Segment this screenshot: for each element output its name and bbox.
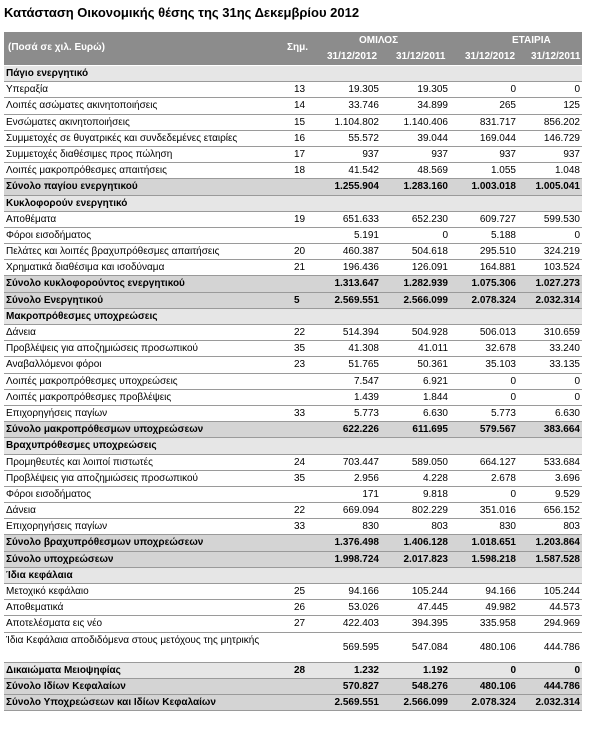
row-value-2: 2.566.099 [403, 696, 448, 708]
row-value-4: 103.524 [543, 262, 580, 274]
company-header: ΕΤΑΙΡΙΑ [512, 35, 551, 46]
row-value-1: 2.569.551 [334, 696, 379, 708]
unit-label: (Ποσά σε χιλ. Ευρώ) [8, 42, 105, 53]
row-value-3: 351.016 [479, 505, 516, 517]
row-value-1: 514.394 [342, 327, 379, 338]
row-value-2: 1.844 [422, 391, 448, 403]
row-label: Σύνολο Υποχρεώσεων και Ιδίων Κεφαλαίων [6, 696, 216, 708]
row-label: Σύνολο υποχρεώσεων [6, 553, 114, 565]
row-value-1: 1.439 [353, 391, 379, 403]
row-label: Χρηματικά διαθέσιμα και ισοδύναμα [6, 262, 165, 274]
row-value-2: 34.899 [417, 100, 448, 112]
table-row [4, 471, 582, 487]
row-value-1: 94.166 [348, 586, 379, 597]
row-value-1: 1.313.647 [334, 278, 379, 290]
row-value-2: 50.361 [417, 359, 448, 371]
table-row [4, 341, 582, 357]
row-value-4: 937 [563, 148, 580, 160]
table-row [4, 552, 582, 568]
row-value-2: 126.091 [411, 262, 448, 274]
row-value-4: 294.969 [543, 618, 580, 630]
table-row [4, 679, 582, 695]
date-header-4: 31/12/2011 [531, 51, 581, 62]
row-label: Σύνολο Ενεργητικού [6, 294, 104, 306]
table-row [4, 633, 582, 663]
table-row [4, 163, 582, 179]
row-value-1: 703.447 [342, 456, 379, 468]
table-row [4, 374, 582, 390]
row-note: 17 [294, 148, 306, 160]
row-label: Δικαιώματα Μειοψηφίας [6, 664, 121, 676]
row-value-4: 105.244 [543, 586, 580, 597]
row-note: 33 [294, 521, 306, 533]
table-row [4, 179, 582, 195]
row-label: Αποθεματικά [6, 602, 64, 614]
row-note: 35 [294, 472, 306, 484]
row-label: Λοιπές μακροπρόθεσμες υποχρεώσεις [6, 375, 178, 387]
row-label: Πάγιο ενεργητικό [6, 68, 89, 79]
table-row [4, 276, 582, 292]
table-row [4, 695, 582, 711]
table-row [4, 616, 582, 632]
row-label: Ίδια Κεφάλαια αποδιδόμενα στους μετόχους της μητρικής [6, 634, 260, 646]
row-value-1: 669.094 [342, 505, 379, 517]
table-row [4, 293, 582, 309]
row-value-2: 937 [431, 148, 448, 160]
table-row [4, 66, 582, 82]
row-value-1: 1.104.802 [334, 116, 379, 128]
row-value-1: 1.232 [353, 664, 379, 676]
row-value-1: 33.746 [348, 100, 379, 112]
row-note: 25 [294, 586, 306, 597]
row-note: 28 [294, 664, 306, 676]
table-row [4, 260, 582, 276]
row-value-4: 0 [574, 375, 580, 387]
row-label: Φόροι εισοδήματος [6, 229, 92, 241]
row-value-1: 41.542 [348, 165, 379, 177]
row-value-4: 383.664 [543, 424, 580, 436]
row-value-1: 937 [362, 148, 379, 160]
row-value-3: 480.106 [479, 641, 516, 653]
row-label: Επιχορηγήσεις παγίων [6, 521, 108, 533]
table-row [4, 390, 582, 406]
row-value-2: 652.230 [411, 213, 448, 225]
date-header-1: 31/12/2012 [327, 51, 378, 62]
row-value-2: 504.928 [411, 327, 448, 338]
row-value-2: 611.695 [412, 424, 448, 436]
row-value-1: 570.827 [342, 680, 379, 692]
row-value-1: 171 [362, 488, 379, 500]
row-value-3: 609.727 [479, 213, 516, 225]
row-note: 5 [294, 294, 300, 306]
row-value-1: 196.436 [342, 262, 379, 274]
row-value-4: 444.786 [543, 641, 580, 653]
row-label: Συμμετοχές σε θυγατρικές και συνδεδεμένες εταιρίες [6, 132, 238, 144]
row-label: Μετοχικό κεφάλαιο [6, 586, 89, 597]
row-value-3: 937 [499, 148, 516, 160]
row-value-3: 2.078.324 [471, 696, 516, 708]
row-note: 19 [294, 213, 306, 225]
row-value-4: 656.152 [543, 505, 580, 517]
row-label: Φόροι εισοδήματος [6, 488, 92, 500]
table-row [4, 228, 582, 244]
row-label: Προμηθευτές και λοιποί πιστωτές [6, 456, 153, 468]
row-value-3: 5.188 [490, 229, 516, 241]
group-header: ΟΜΙΛΟΣ [359, 35, 399, 46]
row-value-1: 830 [362, 521, 379, 533]
row-value-3: 2.078.324 [471, 294, 516, 306]
row-note: 27 [294, 618, 306, 630]
row-label: Προβλέψεις για αποζημιώσεις προσωπικού [6, 343, 199, 355]
table-row [4, 568, 582, 584]
table-row [4, 584, 582, 600]
table-row [4, 147, 582, 163]
row-label: Λοιπές ασώματες ακινητοποιήσεις [6, 100, 158, 112]
row-label: Συμμετοχές διαθέσιμες προς πώληση [6, 148, 173, 160]
row-note: 14 [294, 100, 306, 112]
row-value-1: 622.226 [342, 424, 379, 436]
row-value-3: 480.106 [479, 680, 516, 692]
row-label: Αναβαλλόμενοι φόροι [6, 359, 102, 371]
row-value-2: 803 [431, 521, 448, 533]
row-value-2: 1.192 [422, 664, 448, 676]
row-value-2: 504.618 [411, 246, 448, 258]
row-value-3: 32.678 [485, 343, 516, 355]
row-note: 21 [294, 262, 306, 274]
row-value-4: 33.240 [549, 343, 580, 355]
row-value-2: 589.050 [411, 456, 448, 468]
table-row [4, 325, 582, 341]
row-value-1: 41.308 [348, 343, 379, 355]
row-value-4: 0 [574, 229, 580, 241]
page-title: Κατάσταση Οικονομικής θέσης της 31ης Δεκεμβρίου 2012 [4, 5, 360, 20]
row-value-2: 6.630 [422, 407, 448, 419]
row-value-3: 295.510 [479, 246, 516, 258]
row-value-4: 1.005.041 [535, 181, 580, 193]
row-label: Δάνεια [6, 505, 36, 517]
row-value-3: 335.958 [479, 618, 516, 630]
row-note: 22 [294, 505, 306, 517]
table-row [4, 422, 582, 438]
row-value-2: 1.282.939 [403, 278, 448, 290]
row-note: 13 [294, 84, 306, 96]
row-label: Σύνολο παγίου ενεργητικού [6, 181, 138, 193]
row-value-3: 1.075.306 [471, 278, 516, 290]
row-note: 24 [294, 456, 306, 468]
row-label: Κυκλοφορούν ενεργητικό [6, 197, 128, 209]
row-value-3: 830 [499, 521, 516, 533]
table-row [4, 503, 582, 519]
row-label: Βραχυπρόθεσμες υποχρεώσεις [6, 440, 157, 452]
row-label: Προβλέψεις για αποζημιώσεις προσωπικού [6, 472, 199, 484]
row-value-2: 2.017.823 [403, 553, 448, 565]
balance-sheet-table [4, 66, 582, 711]
table-row [4, 244, 582, 260]
row-value-3: 1.003.018 [471, 181, 516, 193]
row-label: Σύνολο βραχυπρόθεσμων υποχρεώσεων [6, 537, 204, 549]
table-row [4, 519, 582, 535]
row-value-2: 9.818 [422, 488, 448, 500]
row-value-3: 35.103 [485, 359, 516, 371]
table-row [4, 212, 582, 228]
row-value-4: 2.032.314 [535, 294, 580, 306]
row-value-2: 39.044 [417, 132, 448, 144]
date-header-2: 31/12/2011 [396, 51, 446, 62]
row-value-2: 547.084 [411, 641, 448, 653]
row-note: 22 [294, 327, 306, 338]
row-value-2: 41.011 [418, 343, 448, 355]
row-label: Μακροπρόθεσμες υποχρεώσεις [6, 310, 158, 322]
row-value-4: 1.048 [554, 165, 580, 177]
row-value-3: 0 [510, 375, 516, 387]
row-label: Ενσώματες ακινητοποιήσεις [6, 116, 130, 128]
row-value-4: 2.032.314 [535, 696, 580, 708]
row-value-1: 53.026 [348, 602, 379, 614]
row-value-1: 651.633 [342, 213, 379, 225]
table-header [4, 32, 582, 65]
row-value-2: 0 [442, 229, 448, 241]
row-value-2: 19.305 [417, 84, 448, 96]
row-value-2: 802.229 [411, 505, 448, 517]
row-value-4: 6.630 [554, 407, 580, 419]
row-label: Δάνεια [6, 327, 36, 338]
row-label: Λοιπές μακροπρόθεσμες απαιτήσεις [6, 165, 167, 177]
row-value-3: 664.127 [479, 456, 516, 468]
row-value-4: 0 [574, 84, 580, 96]
row-value-2: 548.276 [411, 680, 448, 692]
row-label: Επιχορηγήσεις παγίων [6, 407, 108, 419]
row-note: 18 [294, 165, 306, 177]
row-value-1: 422.403 [342, 618, 379, 630]
row-label: Σύνολο μακροπρόθεσμων υποχρεώσεων [6, 424, 204, 436]
table-row [4, 406, 582, 422]
row-value-3: 0 [510, 488, 516, 500]
row-label: Αποτελέσματα εις νέο [6, 618, 103, 630]
row-value-1: 1.255.904 [334, 181, 379, 193]
table-row [4, 357, 582, 373]
row-value-1: 460.387 [342, 246, 379, 258]
row-value-4: 856.202 [543, 116, 580, 128]
table-row [4, 438, 582, 454]
row-value-2: 1.406.128 [403, 537, 448, 549]
row-value-3: 1.018.651 [471, 537, 516, 549]
row-note: 35 [294, 343, 306, 355]
row-value-1: 19.305 [348, 84, 379, 96]
row-value-1: 7.547 [353, 375, 379, 387]
row-value-4: 125 [563, 100, 580, 112]
table-row [4, 131, 582, 147]
row-label: Λοιπές μακροπρόθεσμες προβλέψεις [6, 391, 172, 403]
row-value-3: 265 [499, 100, 516, 112]
row-value-1: 1.376.498 [334, 537, 379, 549]
row-value-3: 164.881 [479, 262, 516, 274]
row-value-3: 2.678 [490, 472, 516, 484]
table-row [4, 309, 582, 325]
table-row [4, 115, 582, 131]
row-value-3: 506.013 [479, 327, 516, 338]
row-value-1: 5.773 [353, 407, 379, 419]
row-value-3: 0 [510, 84, 516, 96]
row-value-1: 1.998.724 [334, 553, 379, 565]
date-header-3: 31/12/2012 [465, 51, 516, 62]
row-value-3: 0 [510, 391, 516, 403]
row-value-3: 831.717 [479, 116, 516, 128]
row-value-1: 55.572 [348, 132, 379, 144]
row-value-4: 599.530 [543, 213, 580, 225]
row-value-4: 1.203.864 [535, 537, 580, 549]
row-value-4: 310.659 [543, 327, 580, 338]
row-note: 26 [294, 602, 306, 614]
row-value-2: 47.445 [417, 602, 448, 614]
row-note: 15 [294, 116, 306, 128]
row-value-3: 1.055 [490, 165, 516, 177]
row-label: Σύνολο κυκλοφορούντος ενεργητικού [6, 278, 185, 290]
row-note: 33 [294, 407, 306, 419]
row-value-3: 579.567 [479, 424, 516, 436]
row-value-1: 2.956 [353, 472, 379, 484]
row-value-4: 1.027.273 [535, 278, 580, 290]
row-value-4: 44.573 [549, 602, 580, 614]
table-row [4, 82, 582, 98]
table-row [4, 600, 582, 616]
row-value-3: 1.598.218 [471, 553, 516, 565]
row-value-2: 6.921 [422, 375, 448, 387]
row-value-4: 324.219 [543, 246, 580, 258]
row-value-2: 1.140.406 [403, 116, 448, 128]
row-value-1: 5.191 [353, 229, 379, 241]
row-value-4: 3.696 [554, 472, 580, 484]
table-row [4, 98, 582, 114]
row-value-1: 569.595 [342, 641, 379, 653]
row-value-4: 0 [574, 391, 580, 403]
row-value-3: 169.044 [479, 132, 516, 144]
row-value-3: 94.166 [485, 586, 516, 597]
table-row [4, 196, 582, 212]
row-note: 23 [294, 359, 306, 371]
row-value-2: 105.244 [411, 586, 448, 597]
row-note: 20 [294, 246, 306, 258]
row-value-3: 49.982 [485, 602, 516, 614]
note-column-header: Σημ. [287, 42, 309, 53]
row-label: Σύνολο Ιδίων Κεφαλαίων [6, 680, 126, 692]
row-value-2: 4.228 [422, 472, 448, 484]
row-value-4: 33.135 [549, 359, 580, 371]
row-label: Υπεραξία [6, 84, 48, 96]
row-label: Πελάτες και λοιπές βραχυπρόθεσμες απαιτήσεις [6, 246, 220, 258]
row-value-1: 2.569.551 [334, 294, 379, 306]
row-value-4: 803 [563, 521, 580, 533]
table-row [4, 487, 582, 503]
row-value-4: 1.587.528 [535, 553, 580, 565]
row-value-4: 0 [574, 664, 580, 676]
row-value-1: 51.765 [348, 359, 379, 371]
table-row [4, 663, 582, 679]
row-value-2: 1.283.160 [403, 181, 448, 193]
row-value-2: 2.566.099 [403, 294, 448, 306]
table-row [4, 535, 582, 551]
row-value-4: 9.529 [554, 488, 580, 500]
table-row [4, 455, 582, 471]
row-label: Ίδια κεφάλαια [6, 569, 73, 581]
row-value-4: 146.729 [543, 132, 580, 144]
row-value-3: 5.773 [490, 407, 516, 419]
row-value-4: 533.684 [543, 456, 580, 468]
row-note: 16 [294, 132, 306, 144]
row-label: Αποθέματα [6, 213, 57, 225]
row-value-2: 48.569 [417, 165, 448, 177]
row-value-3: 0 [510, 664, 516, 676]
row-value-4: 444.786 [543, 680, 580, 692]
row-value-2: 394.395 [411, 618, 448, 630]
